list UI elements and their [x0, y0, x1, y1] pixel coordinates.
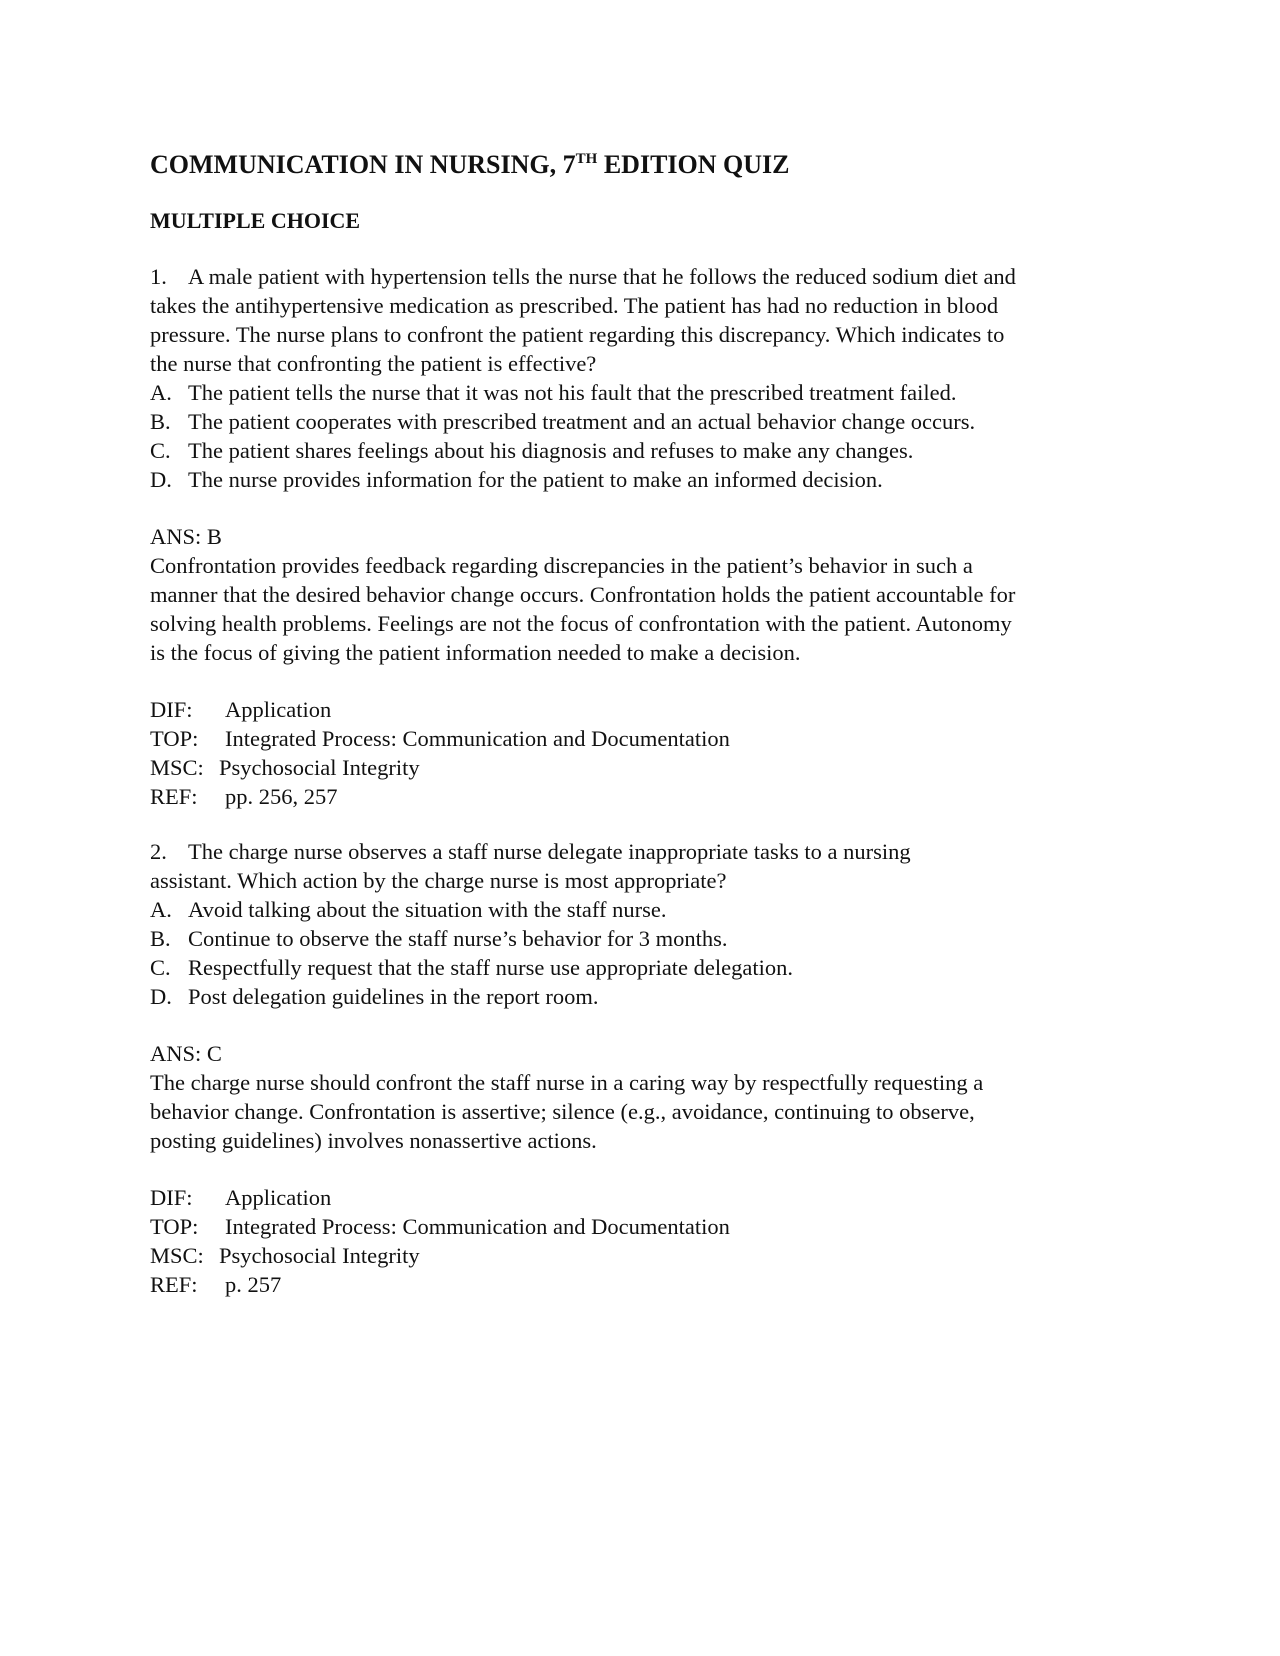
meta-difficulty — [150, 1183, 1150, 1212]
option-letter: B. — [150, 926, 171, 951]
option-letter: C. — [150, 438, 171, 463]
option-letter: D. — [150, 467, 172, 492]
answer-option — [150, 982, 1150, 1011]
meta-value: Application — [225, 1185, 332, 1210]
question-stem-line: takes the antihypertensive medication as prescribed. The patient has had no reduction in blood — [150, 293, 999, 318]
meta-value: Psychosocial Integrity — [219, 1243, 420, 1268]
stem-text: A male patient with hypertension tells the nurse that he follows the reduced sodium diet and — [188, 264, 1016, 289]
spacer — [150, 494, 1150, 522]
option-text: The patient tells the nurse that it was not his fault that the prescribed treatment failed. — [188, 380, 957, 405]
option-letter: A. — [150, 380, 172, 405]
meta-label: REF: — [150, 1272, 198, 1297]
meta-label: DIF: — [150, 1185, 193, 1210]
rationale-line: Confrontation provides feedback regarding discrepancies in the patient’s behavior in such a — [150, 553, 973, 578]
option-text: Respectfully request that the staff nurse use appropriate delegation. — [188, 955, 794, 980]
meta-label: REF: — [150, 784, 198, 809]
answer-option — [150, 895, 1150, 924]
title-text-rest: EDITION QUIZ — [597, 150, 790, 179]
option-text: Post delegation guidelines in the report room. — [188, 984, 599, 1009]
meta-value: Integrated Process: Communication and Documentation — [225, 726, 730, 751]
answer-option — [150, 378, 1150, 407]
spacer — [150, 667, 1150, 695]
meta-reference — [150, 1270, 1150, 1299]
answer-key: ANS: C — [150, 1041, 222, 1066]
meta-label: MSC: — [150, 755, 204, 780]
answer-option — [150, 465, 1150, 494]
meta-label: MSC: — [150, 1243, 204, 1268]
title-text: COMMUNICATION IN NURSING, 7 — [150, 150, 576, 179]
meta-msc — [150, 1241, 1150, 1270]
rationale-line: is the focus of giving the patient information needed to make a decision. — [150, 640, 801, 665]
answer-option — [150, 953, 1150, 982]
question-number: 2. — [150, 839, 167, 864]
option-letter: D. — [150, 984, 172, 1009]
option-text: The patient shares feelings about his diagnosis and refuses to make any changes. — [188, 438, 914, 463]
meta-msc — [150, 753, 1150, 782]
meta-label: DIF: — [150, 697, 193, 722]
question-stem-line: pressure. The nurse plans to confront the patient regarding this discrepancy. Which indicates to — [150, 322, 1005, 347]
rationale-line: solving health problems. Feelings are not the focus of confrontation with the patient. Autonomy — [150, 611, 1012, 636]
question-stem-line — [150, 262, 1150, 291]
meta-topic — [150, 1212, 1150, 1241]
meta-label: TOP: — [150, 1214, 199, 1239]
answer-option — [150, 407, 1150, 436]
spacer — [150, 1011, 1150, 1039]
meta-value: pp. 256, 257 — [225, 784, 338, 809]
rationale-line: manner that the desired behavior change occurs. Confrontation holds the patient accountable for — [150, 582, 1016, 607]
question-stem-line: assistant. Which action by the charge nurse is most appropriate? — [150, 868, 727, 893]
answer-option — [150, 924, 1150, 953]
option-letter: C. — [150, 955, 171, 980]
meta-value: Integrated Process: Communication and Documentation — [225, 1214, 730, 1239]
question-number: 1. — [150, 264, 167, 289]
stem-text: The charge nurse observes a staff nurse delegate inappropriate tasks to a nursing — [188, 839, 911, 864]
meta-label: TOP: — [150, 726, 199, 751]
rationale-line: behavior change. Confrontation is assertive; silence (e.g., avoidance, continuing to observe, — [150, 1099, 975, 1124]
question-stem-line: the nurse that confronting the patient is effective? — [150, 351, 597, 376]
meta-reference — [150, 782, 1150, 811]
section-heading: MULTIPLE CHOICE — [150, 208, 361, 233]
title-superscript: TH — [575, 151, 598, 167]
answer-key: ANS: B — [150, 524, 222, 549]
option-letter: A. — [150, 897, 172, 922]
option-letter: B. — [150, 409, 171, 434]
rationale-line: posting guidelines) involves nonassertive actions. — [150, 1128, 597, 1153]
question-1 — [150, 262, 1150, 811]
meta-value: Psychosocial Integrity — [219, 755, 420, 780]
meta-difficulty — [150, 695, 1150, 724]
option-text: The patient cooperates with prescribed treatment and an actual behavior change occurs. — [188, 409, 976, 434]
meta-value: Application — [225, 697, 332, 722]
rationale-line: The charge nurse should confront the staff nurse in a caring way by respectfully requesting a — [150, 1070, 984, 1095]
question-2 — [150, 837, 1150, 1299]
spacer — [150, 1155, 1150, 1183]
answer-option — [150, 436, 1150, 465]
option-text: Continue to observe the staff nurse’s behavior for 3 months. — [188, 926, 728, 951]
option-text: Avoid talking about the situation with the staff nurse. — [188, 897, 667, 922]
document-page — [150, 148, 1150, 1299]
meta-value: p. 257 — [225, 1272, 282, 1297]
option-text: The nurse provides information for the patient to make an informed decision. — [188, 467, 883, 492]
question-stem-line — [150, 837, 1150, 866]
document-title — [150, 148, 1150, 182]
meta-topic — [150, 724, 1150, 753]
